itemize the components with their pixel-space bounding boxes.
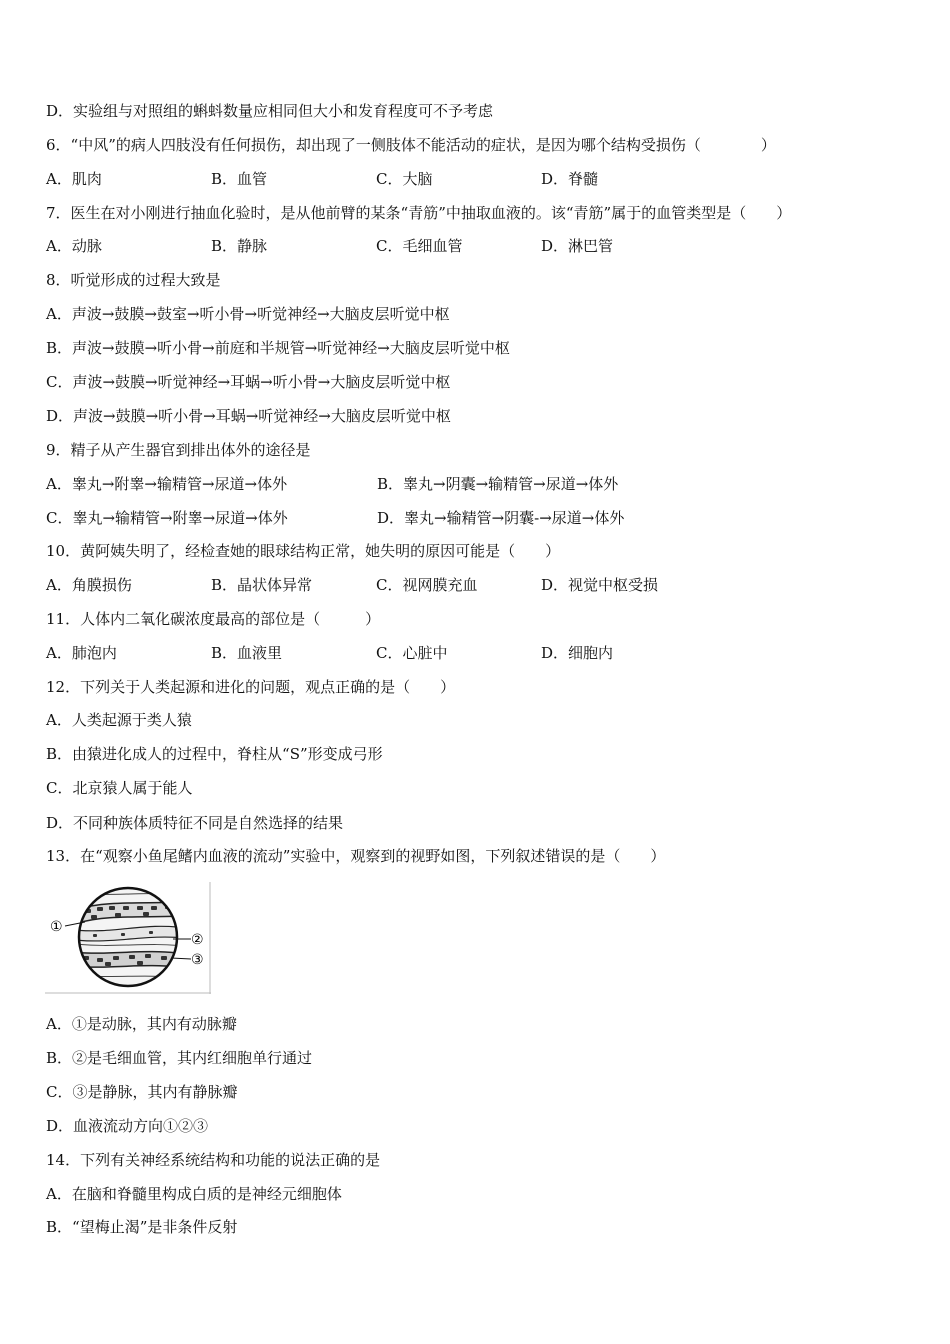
q11-stem: 11．人体内二氧化碳浓度最高的部位是（ ） bbox=[46, 610, 381, 628]
q7-option-d: D．淋巴管 bbox=[541, 237, 614, 255]
q12-option-d: D．不同种族体质特征不同是自然选择的结果 bbox=[46, 814, 344, 832]
q9-option-d: D．睾丸→输精管→阴囊-→尿道→体外 bbox=[377, 509, 625, 527]
q10-stem: 10．黄阿姨失明了，经检查她的眼球结构正常，她失明的原因可能是（ ） bbox=[46, 542, 561, 560]
q13-stem: 13．在“观察小鱼尾鳍内血液的流动”实验中，观察到的视野如图，下列叙述错误的是（ ） bbox=[46, 847, 666, 865]
q14-stem: 14．下列有关神经系统结构和功能的说法正确的是 bbox=[46, 1151, 381, 1169]
q12-option-a: A．人类起源于类人猿 bbox=[46, 711, 192, 729]
q10-option-b: B．晶状体异常 bbox=[211, 576, 313, 594]
figure-label-1: ① bbox=[50, 919, 63, 935]
q6-option-b: B．血管 bbox=[211, 170, 268, 188]
q11-option-b: B．血液里 bbox=[211, 644, 283, 662]
q12-stem: 12．下列关于人类起源和进化的问题，观点正确的是（ ） bbox=[46, 678, 456, 696]
q11-option-d: D．细胞内 bbox=[541, 644, 614, 662]
q10-option-d: D．视觉中枢受损 bbox=[541, 576, 659, 594]
q9-option-a: A．睾丸→附睾→输精管→尿道→体外 bbox=[46, 475, 288, 493]
q7-option-a: A．动脉 bbox=[46, 237, 102, 255]
q7-stem: 7．医生在对小刚进行抽血化验时，是从他前臂的某条“青筋”中抽取血液的。该“青筋”属于的血管类型是（ ） bbox=[46, 204, 792, 222]
q6-stem: 6．“中风”的病人四肢没有任何损伤，却出现了一侧肢体不能活动的症状，是因为哪个结构受损伤（ ） bbox=[46, 136, 776, 154]
q11-option-a: A．肺泡内 bbox=[46, 644, 117, 662]
q8-option-c: C．声波→鼓膜→听觉神经→耳蜗→听小骨→大脑皮层听觉中枢 bbox=[46, 373, 451, 391]
q13-option-b: B．②是毛细血管，其内红细胞单行通过 bbox=[46, 1049, 313, 1067]
q13-option-c: C．③是静脉，其内有静脉瓣 bbox=[46, 1083, 238, 1101]
q13-option-a: A．①是动脉，其内有动脉瓣 bbox=[46, 1015, 237, 1033]
q12-option-b: B．由猿进化成人的过程中，脊柱从“S”形变成弓形 bbox=[46, 745, 383, 763]
q12-option-c: C．北京猿人属于能人 bbox=[46, 779, 193, 797]
q6-option-c: C．大脑 bbox=[376, 170, 433, 188]
q9-option-c: C．睾丸→输精管→附睾→尿道→体外 bbox=[46, 509, 288, 527]
q7-option-c: C．毛细血管 bbox=[376, 237, 463, 255]
q13-option-d: D．血液流动方向①②③ bbox=[46, 1117, 209, 1135]
q11-option-c: C．心脏中 bbox=[376, 644, 448, 662]
q9-stem: 9．精子从产生器官到排出体外的途径是 bbox=[46, 441, 311, 459]
q14-option-a: A．在脑和脊髓里构成白质的是神经元细胞体 bbox=[46, 1185, 342, 1203]
q10-option-c: C．视网膜充血 bbox=[376, 576, 478, 594]
q7-option-b: B．静脉 bbox=[211, 237, 268, 255]
q8-option-d: D．声波→鼓膜→听小骨→耳蜗→听觉神经→大脑皮层听觉中枢 bbox=[46, 407, 451, 425]
fish-tail-microscope-figure bbox=[45, 882, 211, 994]
q8-stem: 8．听觉形成的过程大致是 bbox=[46, 271, 221, 289]
q14-option-b: B．“望梅止渴”是非条件反射 bbox=[46, 1218, 238, 1236]
q8-option-b: B．声波→鼓膜→听小骨→前庭和半规管→听觉神经→大脑皮层听觉中枢 bbox=[46, 339, 510, 357]
q5-option-d: D．实验组与对照组的蝌蚪数量应相同但大小和发育程度可不予考虑 bbox=[46, 102, 494, 120]
q10-option-a: A．角膜损伤 bbox=[46, 576, 132, 594]
q9-option-b: B．睾丸→阴囊→输精管→尿道→体外 bbox=[377, 475, 619, 493]
q8-option-a: A．声波→鼓膜→鼓室→听小骨→听觉神经→大脑皮层听觉中枢 bbox=[46, 305, 450, 323]
figure-label-2: ② bbox=[191, 932, 204, 948]
figure-label-3: ③ bbox=[191, 952, 204, 968]
q6-option-d: D．脊髓 bbox=[541, 170, 599, 188]
q6-option-a: A．肌肉 bbox=[46, 170, 102, 188]
